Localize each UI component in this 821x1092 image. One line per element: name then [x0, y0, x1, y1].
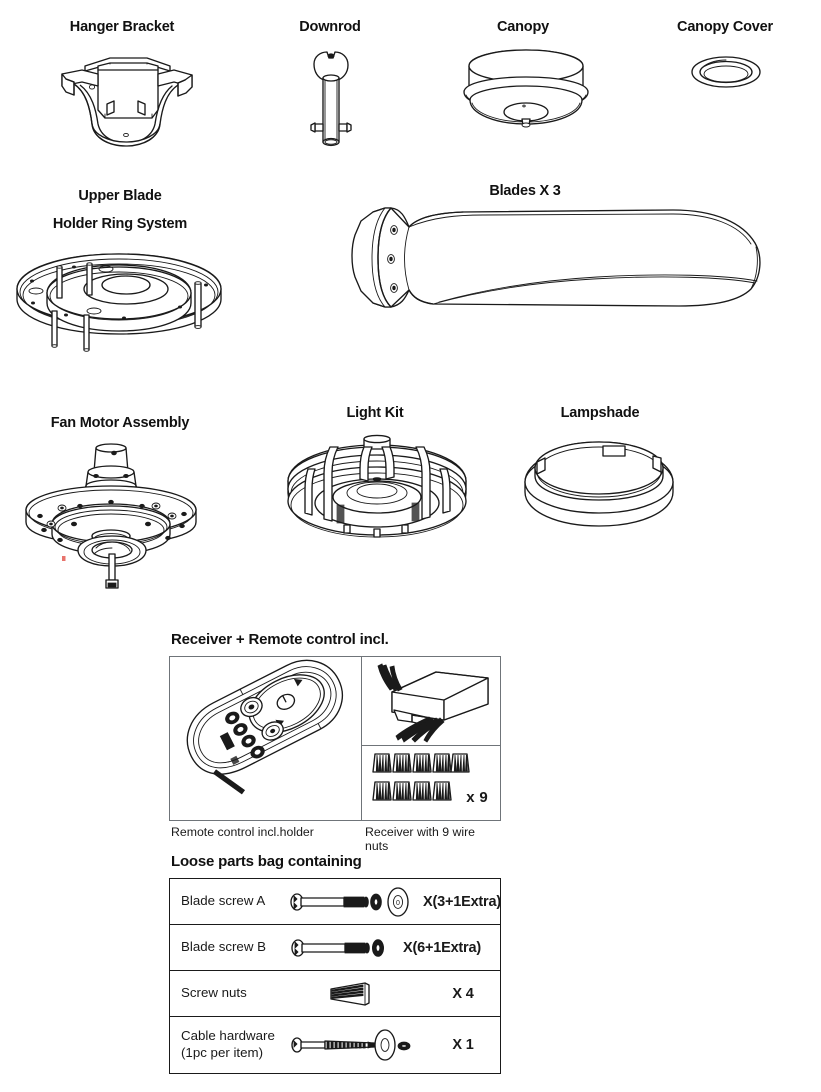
label-upper-blade-line2: Holder Ring System — [52, 215, 188, 232]
quantity-screw-nuts: X 4 — [452, 985, 474, 1002]
receiver-module-illustration — [368, 660, 496, 744]
receiver-section-title: Receiver + Remote control incl. — [171, 631, 389, 648]
caption-receiver: Receiver with 9 wire nuts — [365, 825, 476, 853]
label-light-kit: Light Kit — [346, 405, 404, 421]
downrod-illustration — [302, 50, 360, 155]
receiver-captions — [169, 821, 501, 853]
label-upper-blade-holder-ring — [22, 183, 218, 238]
quantity-blade-screw-b: X(6+1Extra) — [403, 939, 481, 956]
canopy-illustration — [456, 48, 596, 143]
wire-nut-icon — [288, 971, 426, 1016]
receiver-section — [169, 631, 501, 853]
label-canopy-cover: Canopy Cover — [677, 19, 773, 35]
loose-parts-table — [169, 878, 501, 1074]
cable-hardware-line1: Cable hardware — [181, 1028, 275, 1044]
svg-text:0: 0 — [396, 899, 400, 907]
receiver-module-cell — [362, 657, 500, 746]
upper-blade-holder-ring-illustration — [14, 245, 230, 360]
canopy-cover-illustration — [690, 53, 762, 91]
part-name-blade-screw-a: Blade screw A — [181, 893, 266, 909]
label-canopy: Canopy — [497, 19, 549, 35]
receiver-box — [169, 656, 501, 821]
label-hanger-bracket: Hanger Bracket — [69, 19, 175, 35]
screw-with-nut-icon — [288, 925, 403, 970]
table-row — [170, 1017, 500, 1073]
receiver-cells — [362, 657, 500, 820]
cable-hardware-line2: (1pc per item) — [181, 1045, 264, 1060]
light-kit-illustration — [282, 429, 472, 544]
remote-control-illustration — [170, 661, 362, 819]
label-fan-motor-assembly: Fan Motor Assembly — [50, 415, 190, 431]
loose-parts-section — [169, 853, 501, 1074]
lampshade-illustration — [515, 434, 683, 529]
part-name-screw-nuts: Screw nuts — [181, 985, 247, 1001]
screw-with-nut-and-washer-icon — [288, 879, 423, 924]
wire-nuts-cell — [362, 746, 500, 820]
part-name-blade-screw-b: Blade screw B — [181, 939, 266, 955]
table-row — [170, 971, 500, 1017]
quantity-cable-hardware: X 1 — [452, 1037, 474, 1053]
fan-motor-assembly-illustration — [8, 444, 223, 594]
remote-control-cell — [170, 657, 362, 820]
part-name-cable-hardware — [170, 1028, 288, 1061]
wood-screw-washer-ring-icon — [288, 1017, 426, 1073]
label-downrod: Downrod — [299, 19, 361, 35]
wire-nut-count-label: x 9 — [466, 789, 488, 806]
fan-blade-illustration — [343, 203, 773, 313]
caption-remote-control: Remote control incl.holder — [171, 825, 314, 839]
label-upper-blade-line1: Upper Blade — [78, 188, 162, 204]
hanger-bracket-illustration — [52, 52, 192, 152]
wire-nuts-illustration — [372, 754, 468, 812]
table-row — [170, 925, 500, 971]
label-lampshade: Lampshade — [560, 405, 640, 421]
label-blades: Blades X 3 — [489, 183, 561, 199]
quantity-blade-screw-a: X(3+1Extra) — [423, 893, 501, 910]
table-row — [170, 879, 500, 925]
loose-parts-title: Loose parts bag containing — [171, 853, 362, 870]
